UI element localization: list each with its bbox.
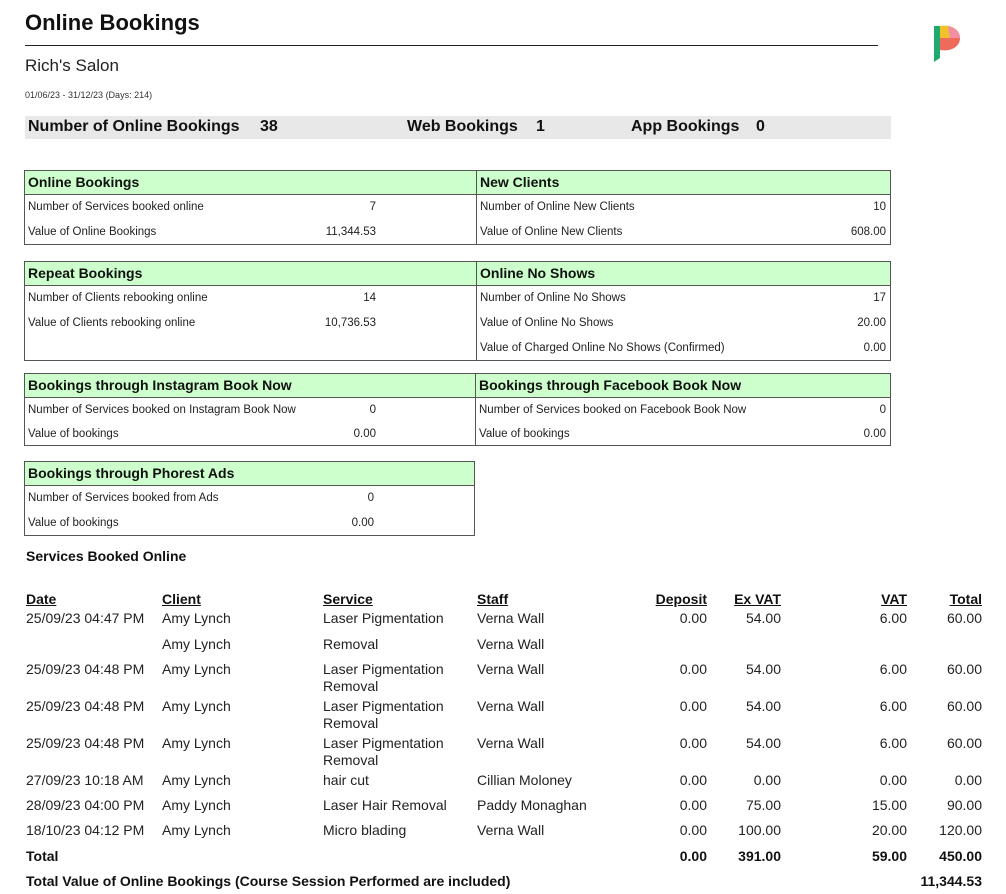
- panel-title: Online No Shows: [477, 262, 890, 286]
- services-section-title: Services Booked Online: [26, 548, 187, 564]
- panel-title: Online Bookings: [25, 171, 476, 195]
- cell-date: 25/09/23 04:48 PM: [26, 698, 145, 714]
- facebook-panel: [475, 373, 891, 446]
- cell-deposit: 0.00: [679, 698, 707, 714]
- service-line: Removal: [323, 715, 379, 731]
- online-bookings-count: 38: [260, 118, 278, 135]
- column-header-client[interactable]: Client: [162, 591, 201, 607]
- cell-ex-vat: 100.00: [738, 822, 781, 838]
- stat-label: Value of Clients rebooking online: [28, 317, 196, 329]
- cell-date: 27/09/23 10:18 AM: [26, 772, 144, 788]
- stat-row: [477, 311, 890, 336]
- service-line: Removal: [323, 752, 379, 768]
- cell-staff: Cillian Moloney: [477, 772, 572, 788]
- column-header-staff[interactable]: Staff: [477, 591, 509, 607]
- cell-service: [323, 658, 477, 695]
- app-bookings-count: 0: [756, 118, 765, 135]
- stat-row: [25, 486, 474, 511]
- cell-ex-vat: 54.00: [745, 661, 781, 677]
- table-row: [26, 607, 982, 633]
- stat-label: Number of Services booked online: [28, 201, 204, 213]
- column-header-ex-vat[interactable]: Ex VAT: [734, 591, 781, 607]
- stat-label: Number of Services booked from Ads: [28, 492, 219, 504]
- cell-vat: 6.00: [879, 661, 907, 677]
- stat-value: 0: [879, 404, 886, 416]
- stat-label: Value of Charged Online No Shows (Confirmed): [480, 342, 725, 354]
- date-range: 01/06/23 - 31/12/23 (Days: 214): [25, 90, 153, 100]
- cell-vat: 6.00: [879, 610, 907, 626]
- cell-service: Laser Pigmentation: [323, 610, 444, 626]
- column-header-total[interactable]: Total: [949, 591, 982, 607]
- cell-deposit: 0.00: [679, 822, 707, 838]
- cell-total: 60.00: [946, 698, 982, 714]
- stat-label: Number of Services booked on Instagram Book Now: [28, 404, 296, 416]
- grand-total-label: Total Value of Online Bookings (Course Session Performed are included): [26, 873, 511, 889]
- cell-deposit: 0.00: [679, 610, 707, 626]
- totals-label: Total: [26, 848, 59, 864]
- stat-value: 17: [873, 292, 886, 304]
- cell-client: Amy Lynch: [162, 661, 231, 677]
- total-deposit: 0.00: [679, 848, 707, 864]
- cell-staff: Verna Wall: [477, 661, 545, 677]
- stat-value: 608.00: [850, 226, 886, 238]
- cell-deposit: 0.00: [679, 772, 707, 788]
- column-header-service[interactable]: Service: [323, 591, 373, 607]
- cell-total: 120.00: [939, 822, 982, 838]
- column-header-vat[interactable]: VAT: [881, 591, 907, 607]
- stat-label: Number of Online No Shows: [480, 292, 626, 304]
- cell-staff: Paddy Monaghan: [477, 797, 587, 813]
- panel-title: Bookings through Facebook Book Now: [476, 374, 890, 398]
- cell-staff: Verna Wall: [477, 698, 545, 714]
- service-line: Laser Pigmentation: [323, 735, 444, 751]
- stat-row: [476, 422, 890, 446]
- table-row: [26, 633, 982, 658]
- stat-row: [477, 195, 890, 220]
- stat-row: [477, 220, 890, 245]
- stat-value: 7: [369, 201, 376, 213]
- cell-ex-vat: 0.00: [753, 772, 781, 788]
- cell-total: 60.00: [946, 610, 982, 626]
- panel-title: Bookings through Instagram Book Now: [25, 374, 476, 398]
- cell-date: 25/09/23 04:48 PM: [26, 735, 145, 751]
- stat-label: Number of Clients rebooking online: [28, 292, 208, 304]
- cell-vat: 6.00: [879, 698, 907, 714]
- cell-ex-vat: 54.00: [745, 610, 781, 626]
- cell-service: Removal: [323, 636, 379, 652]
- cell-client: Amy Lynch: [162, 610, 231, 626]
- stat-row: [25, 286, 476, 311]
- cell-service: Micro blading: [323, 822, 407, 838]
- stat-row: [25, 511, 474, 536]
- service-line: Removal: [323, 678, 379, 694]
- cell-date: [26, 633, 162, 658]
- stat-label: Value of bookings: [28, 517, 119, 529]
- cell-staff: Verna Wall: [477, 822, 545, 838]
- total-total: 450.00: [939, 848, 982, 864]
- service-line: Laser Pigmentation: [323, 698, 444, 714]
- stat-value: 10,736.53: [324, 317, 376, 329]
- cell-service: hair cut: [323, 772, 369, 788]
- page-title: Online Bookings: [25, 10, 200, 35]
- stat-row: [477, 286, 890, 311]
- stat-row: [25, 422, 476, 446]
- repeat-bookings-panel: [24, 261, 477, 361]
- cell-deposit: 0.00: [679, 797, 707, 813]
- stat-value: 20.00: [857, 317, 886, 329]
- stat-row: [25, 195, 476, 220]
- stat-label: Value of bookings: [28, 428, 119, 440]
- phorest-logo-icon: [930, 22, 964, 66]
- cell-client: Amy Lynch: [162, 698, 231, 714]
- table-row: [26, 732, 982, 769]
- cell-client: Amy Lynch: [162, 735, 231, 751]
- stat-value: 0: [367, 492, 374, 504]
- cell-deposit: 0.00: [679, 735, 707, 751]
- stat-value: 0.00: [863, 342, 886, 354]
- instagram-panel: [24, 373, 477, 446]
- no-shows-panel: [476, 261, 891, 361]
- stat-value: 11,344.53: [325, 226, 376, 238]
- online-bookings-panel: [24, 170, 477, 245]
- table-header-row: [26, 583, 982, 607]
- cell-deposit: 0.00: [679, 661, 707, 677]
- stat-value: 0.00: [353, 428, 376, 440]
- stat-row: [25, 311, 476, 336]
- web-bookings-count: 1: [536, 118, 545, 135]
- salon-name: Rich's Salon: [25, 56, 119, 75]
- stat-row: [25, 220, 476, 245]
- cell-date: 25/09/23 04:48 PM: [26, 661, 145, 677]
- stat-label: Value of Online New Clients: [480, 226, 623, 238]
- column-header-date[interactable]: Date: [26, 591, 57, 607]
- cell-date: 18/10/23 04:12 PM: [26, 822, 145, 838]
- table-row: [26, 819, 982, 844]
- cell-ex-vat: 75.00: [745, 797, 781, 813]
- stat-value: 10: [873, 201, 886, 213]
- stat-row: [477, 336, 890, 361]
- cell-total: 0.00: [954, 772, 982, 788]
- stat-label: Value of Online Bookings: [28, 226, 157, 238]
- cell-total: 60.00: [946, 735, 982, 751]
- panel-title: Repeat Bookings: [25, 262, 476, 286]
- column-header-deposit[interactable]: Deposit: [655, 591, 707, 607]
- cell-service: Laser Hair Removal: [323, 797, 447, 813]
- stat-label: Value of Online No Shows: [480, 317, 614, 329]
- stat-label: Value of bookings: [479, 428, 570, 440]
- cell-client: Amy Lynch: [162, 822, 231, 838]
- cell-total: 90.00: [946, 797, 982, 813]
- grand-total-value: 11,344.53: [920, 873, 982, 889]
- cell-vat: 15.00: [871, 797, 907, 813]
- stat-label: Number of Online New Clients: [480, 201, 635, 213]
- total-vat: 59.00: [871, 848, 907, 864]
- cell-date: 28/09/23 04:00 PM: [26, 797, 145, 813]
- cell-staff: Verna Wall: [477, 610, 545, 626]
- stat-value: 0: [369, 404, 376, 416]
- cell-deposit: [597, 633, 707, 658]
- panel-title: New Clients: [477, 171, 890, 195]
- total-ex-vat: 391.00: [738, 848, 781, 864]
- cell-ex-vat: 54.00: [745, 698, 781, 714]
- cell-client: Amy Lynch: [162, 636, 231, 652]
- service-line: Laser Pigmentation: [323, 661, 444, 677]
- cell-ex-vat: 54.00: [745, 735, 781, 751]
- stat-row: [25, 398, 476, 422]
- table-row: [26, 769, 982, 794]
- panel-title: Bookings through Phorest Ads: [25, 462, 474, 486]
- cell-vat: 0.00: [879, 772, 907, 788]
- cell-client: Amy Lynch: [162, 797, 231, 813]
- cell-staff: Verna Wall: [477, 735, 545, 751]
- cell-date: 25/09/23 04:47 PM: [26, 610, 145, 626]
- cell-staff: Verna Wall: [477, 636, 545, 652]
- stat-value: 14: [363, 292, 376, 304]
- stat-value: 0.00: [351, 517, 374, 529]
- phorest-ads-panel: [24, 461, 475, 536]
- stat-row: [476, 398, 890, 422]
- cell-service: [323, 732, 477, 769]
- cell-total: 60.00: [946, 661, 982, 677]
- web-bookings-label: Web Bookings: [407, 118, 518, 135]
- cell-vat: [781, 633, 907, 658]
- cell-vat: 6.00: [879, 735, 907, 751]
- services-table: [26, 583, 982, 894]
- title-divider: [25, 45, 878, 46]
- cell-vat: 20.00: [871, 822, 907, 838]
- app-bookings-label: App Bookings: [631, 118, 740, 135]
- totals-row: [26, 844, 982, 869]
- online-bookings-label: Number of Online Bookings: [28, 118, 240, 135]
- stat-value: 0.00: [863, 428, 886, 440]
- cell-service: [323, 695, 477, 732]
- table-row: [26, 658, 982, 695]
- new-clients-panel: [476, 170, 891, 245]
- stat-label: Number of Services booked on Facebook Book Now: [479, 404, 747, 416]
- summary-bar: [25, 116, 891, 139]
- cell-total: [907, 633, 982, 658]
- cell-ex-vat: [707, 633, 781, 658]
- table-row: [26, 695, 982, 732]
- table-row: [26, 794, 982, 819]
- cell-client: Amy Lynch: [162, 772, 231, 788]
